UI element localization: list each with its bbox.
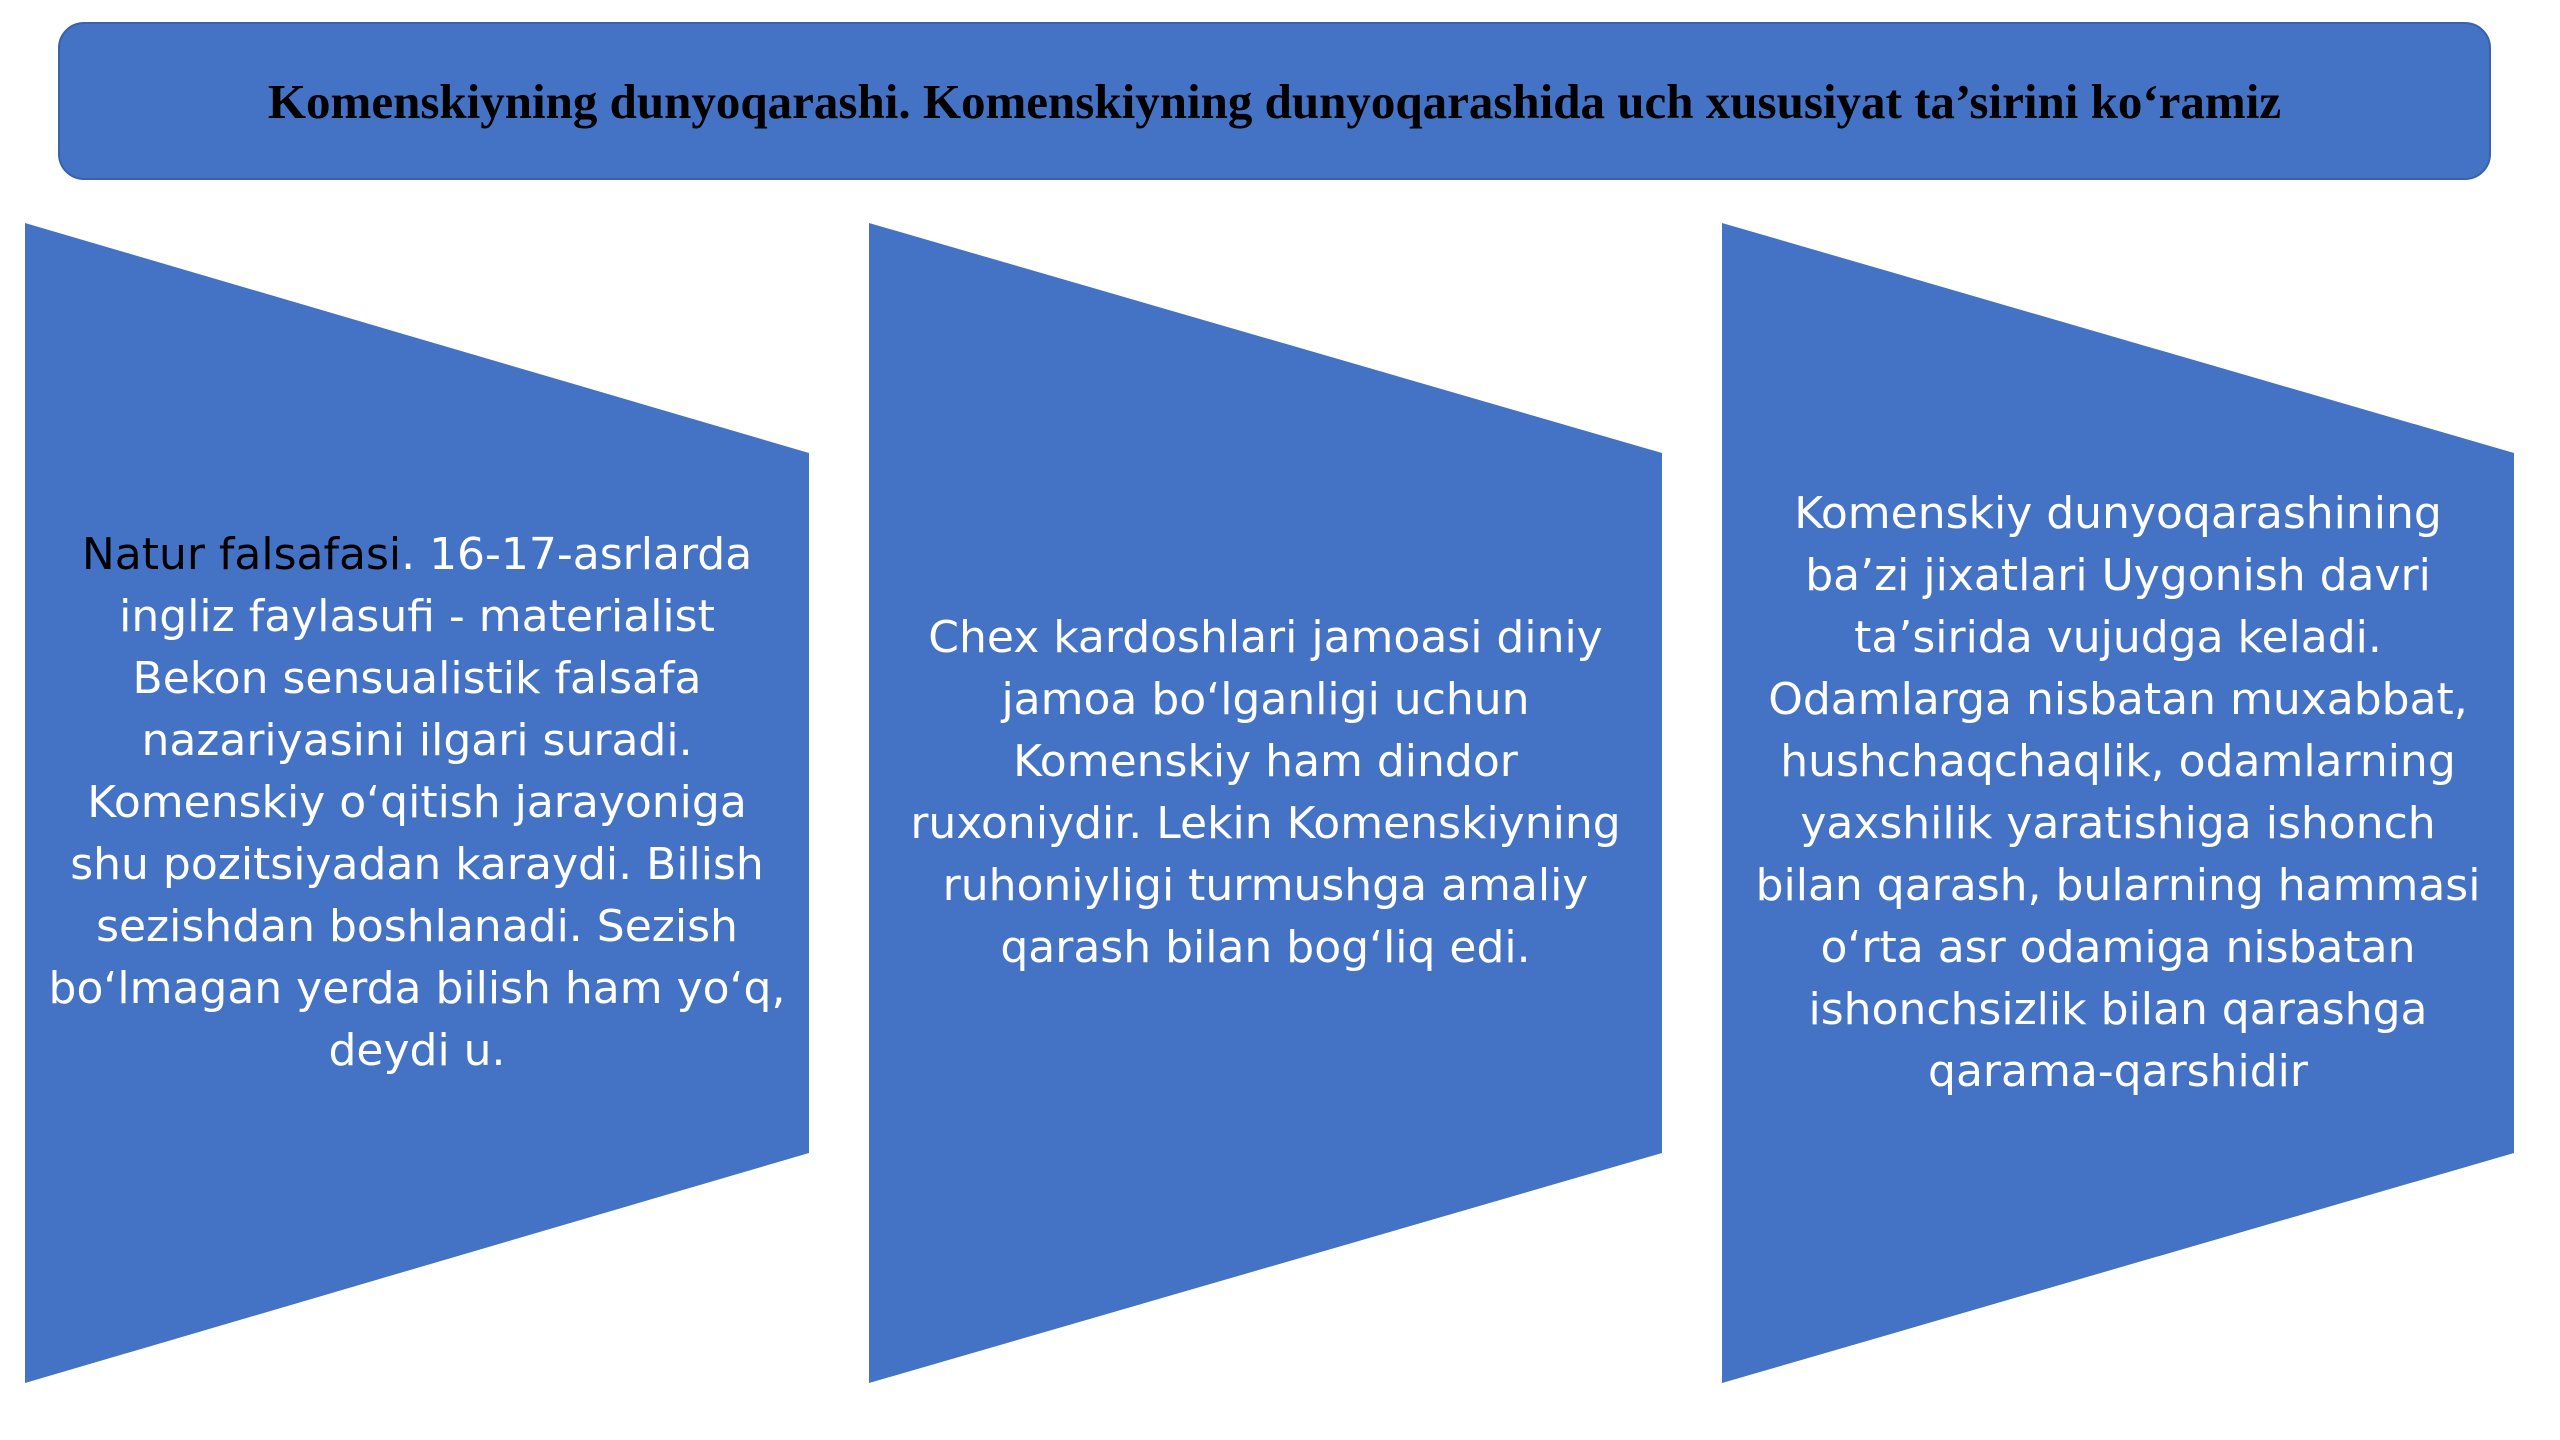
header-banner (58, 22, 2491, 180)
box-1-body: . 16-17-asrlarda ingliz faylasufi - materialist Bekon sensualistik falsafa nazariyasini ilgari suradi. Komenskiy o‘qitish jarayoniga shu pozitsiyadan karaydi. Bilish sezishdan boshlanadi. Sezish bo‘lmagan yerda bilish ham yo‘q, deydi u. (48, 529, 786, 1076)
box-1-text (25, 223, 809, 1383)
header-title: Komenskiyning dunyoqarashi. Komenskiyning dunyoqarashida uch xususiyat ta’sirini ko‘ramiz (267, 73, 2282, 129)
box-1-lead: Natur falsafasi (81, 529, 402, 580)
box-3-text (1722, 223, 2514, 1383)
box-2-text (869, 223, 1662, 1383)
pentagon-box-chex-kardoshlari (869, 223, 1662, 1383)
pentagon-box-uygonish-davri (1722, 223, 2514, 1383)
box-2-body: Chex kardoshlari jamoasi diniy jamoa bo‘lganligi uchun Komenskiy ham dindor ruxoniydir. Lekin Komenskiyning ruhoniyligi turmushga amaliy qarash bilan bog‘liq edi. (910, 612, 1621, 973)
box-3-body: Komenskiy dunyoqarashining ba’zi jixatlari Uygonish davri ta’sirida vujudga keladi. Odamlarga nisbatan muxabbat, hushchaqchaqlik, odamlarning yaxshilik yaratishiga ishonch bilan qarash, bularning hammasi o‘rta asr odamiga nisbatan ishonchsizlik bilan qarashga qarama-qarshidir (1755, 488, 2481, 1097)
pentagon-box-natur-falsafasi (25, 223, 809, 1383)
